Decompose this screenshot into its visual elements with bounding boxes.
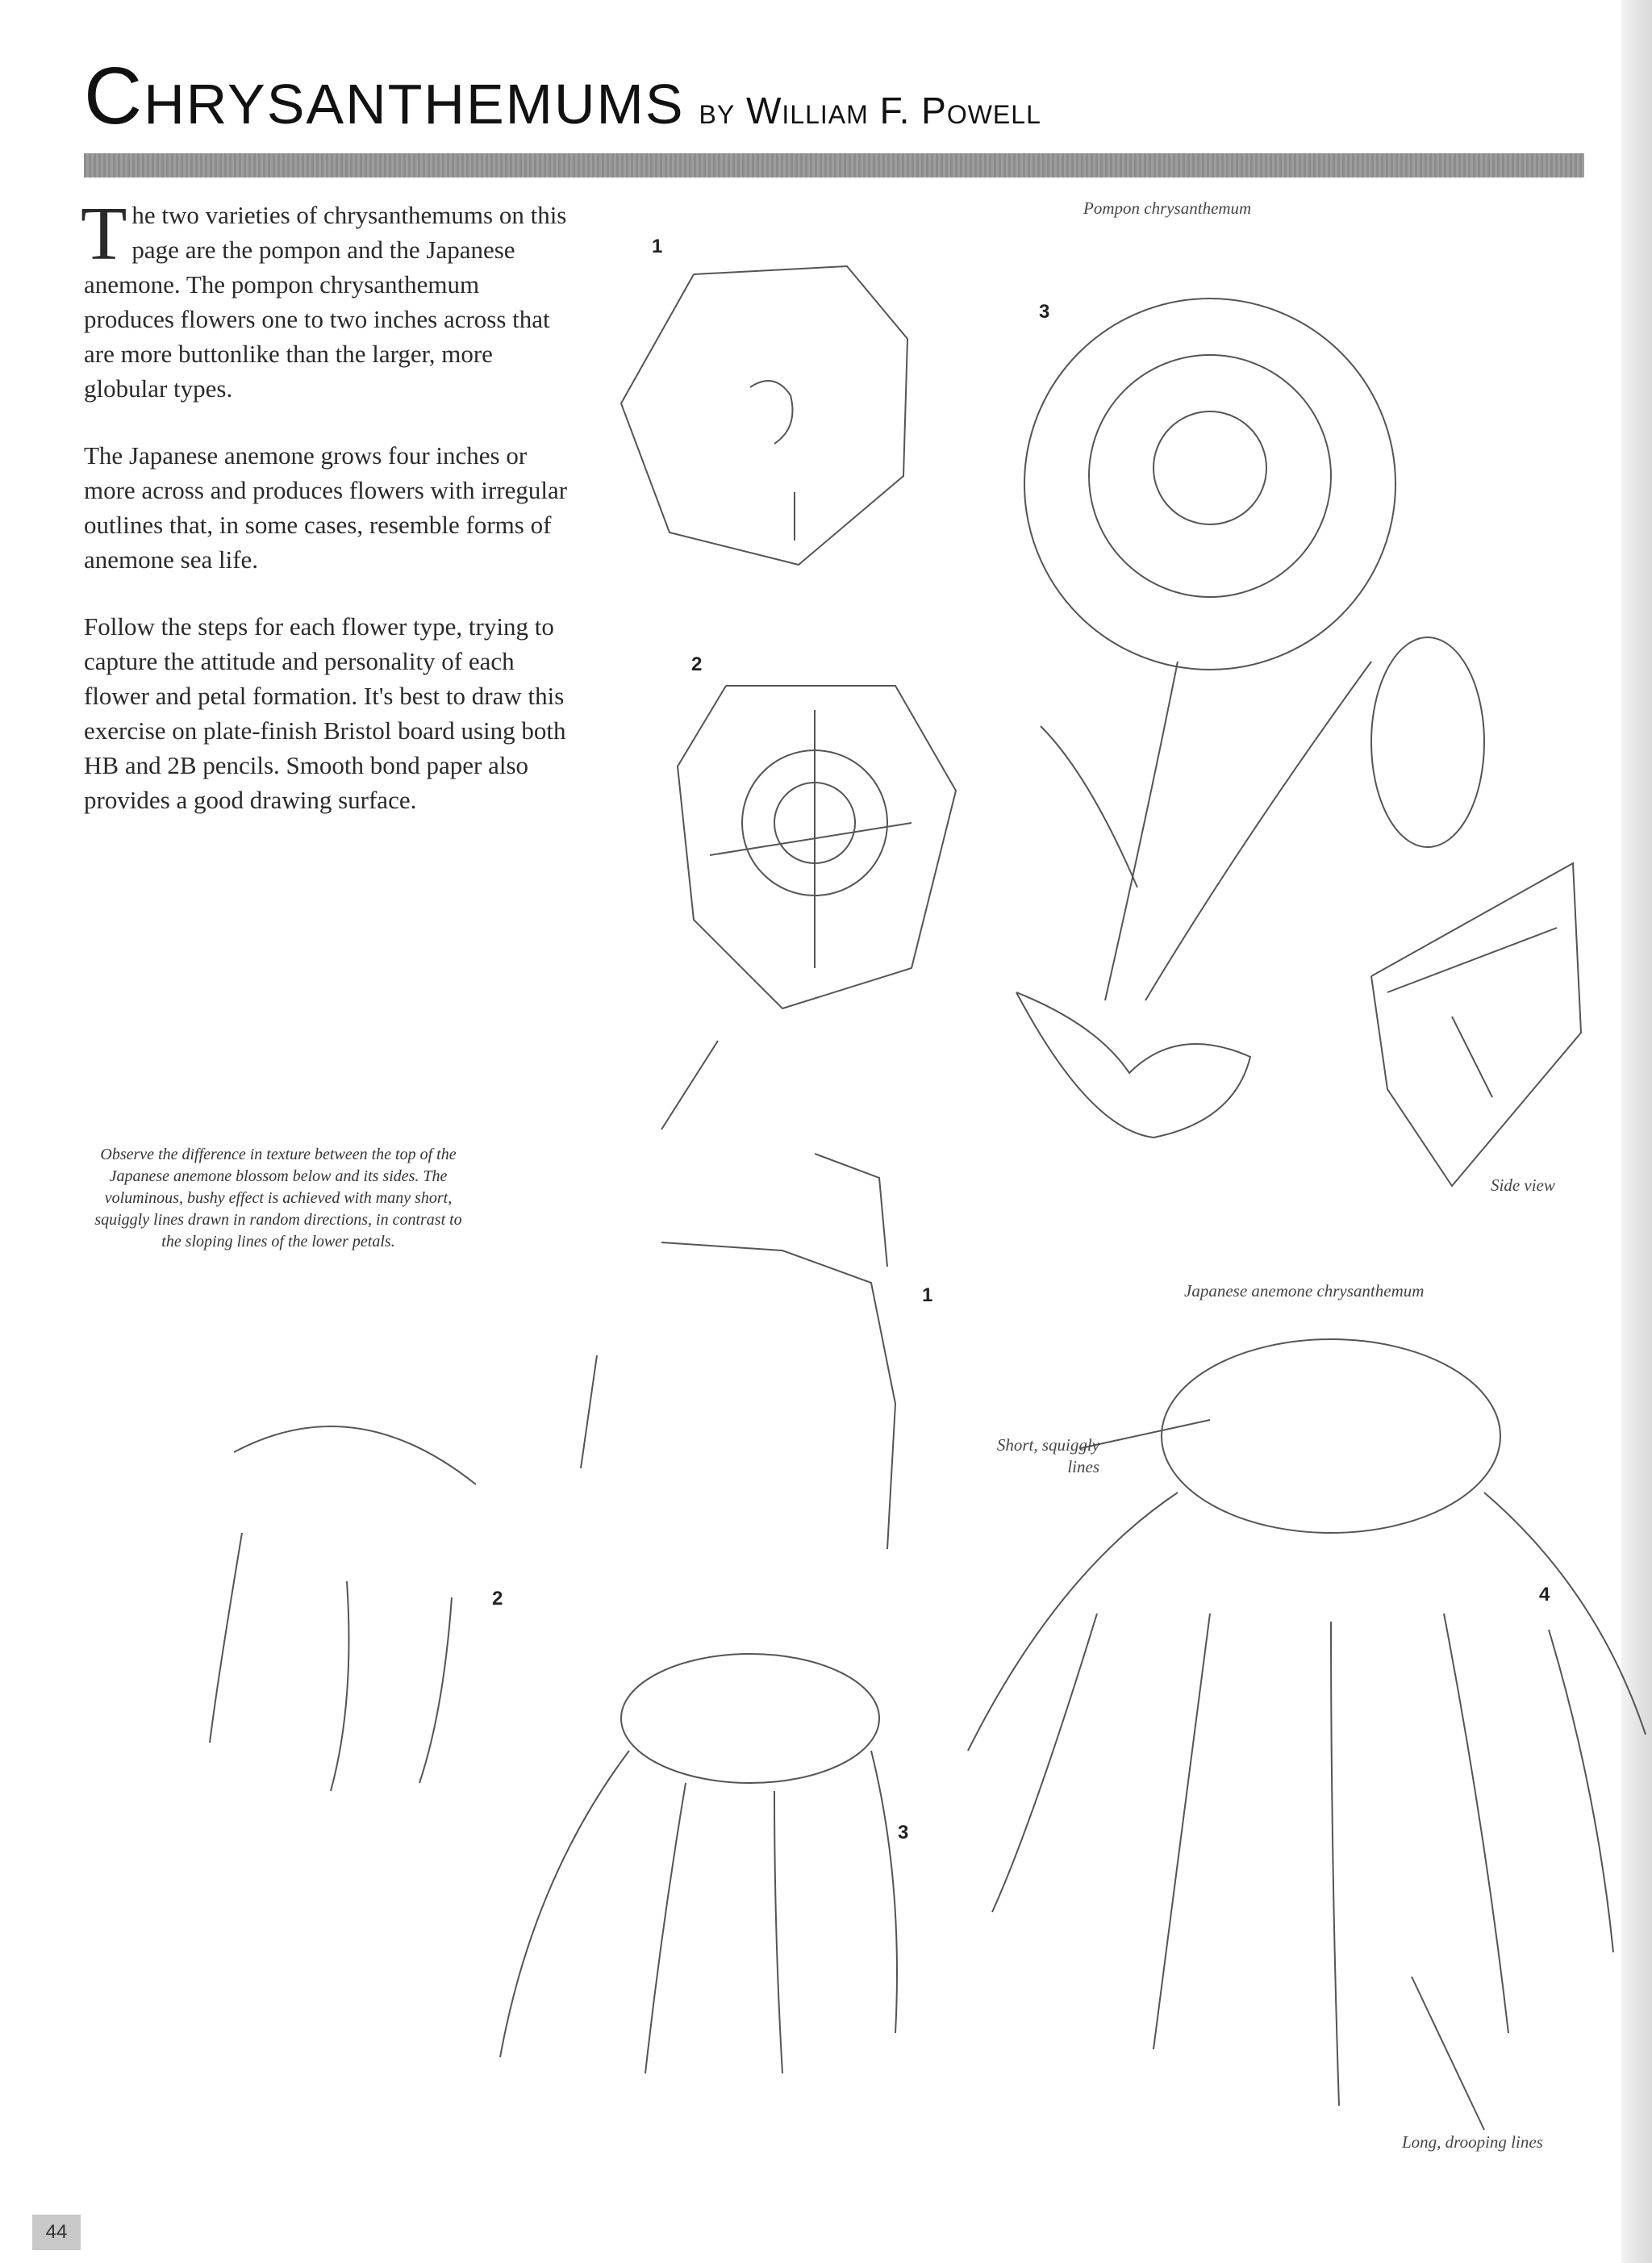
anemone-caption: Japanese anemone chrysanthemum — [1184, 1281, 1425, 1301]
anemone-step-4: 4 — [1539, 1584, 1550, 1605]
pompon-caption: Pompon chrysanthemum — [1083, 198, 1252, 218]
pompon-side-view-sketch — [1371, 863, 1581, 1186]
pompon-step3-drawing — [1016, 299, 1484, 1138]
pompon-step-1: 1 — [652, 236, 663, 257]
title-main: Chrysanthemums — [84, 51, 685, 141]
intro-paragraph-2: The Japanese anemone grows four inches or more across and produces flowers with irregular outlines that, in some cases, resemble forms of anemone sea life. — [84, 441, 568, 574]
intro-paragraph-3: Follow the steps for each flower type, trying to capture the attitude and personality of each flower and petal formation. It's best to draw this exercise on plate-finish Bristol board using both HB and 2B pencils. Smooth bond paper also provides a good drawing surface. — [84, 612, 566, 814]
drop-cap: T — [81, 192, 127, 276]
pompon-step-3: 3 — [1039, 301, 1050, 323]
intro-paragraph-1-text: he two varieties of chrysanthemums on this page are the pompon and the Japanese anemone. The pompon chrysanthemum produces flowers one to two inches across that are more buttonlike than the larger, more globular types. — [84, 201, 567, 403]
long-lines-caption: Long, drooping lines — [1402, 2132, 1543, 2152]
anemone-step-2: 2 — [492, 1588, 503, 1610]
anemone-step1-sketch — [581, 1041, 895, 1549]
anemone-step3-drawing — [500, 1654, 897, 2073]
anemone-step-3: 3 — [898, 1822, 909, 1843]
anemone-step-1: 1 — [922, 1284, 933, 1306]
short-lines-caption: Short, squiggly lines — [996, 1435, 1099, 1476]
title-byline: by William F. Powell — [699, 90, 1041, 132]
page-number: 44 — [32, 2215, 81, 2250]
side-view-caption: Side view — [1491, 1175, 1555, 1195]
texture-note: Observe the difference in texture between the top of the Japanese anemone blossom below and its sides. The voluminous, bushy effect is achieved with many short, squiggly lines drawn in random directions, in contrast to the sloping lines of the lower petals. — [94, 1146, 462, 1250]
anemone-step2-sketch — [210, 1426, 476, 1791]
pompon-step-2: 2 — [691, 653, 703, 675]
pompon-step1-sketch — [621, 266, 907, 565]
pompon-step2-sketch — [678, 686, 956, 1008]
